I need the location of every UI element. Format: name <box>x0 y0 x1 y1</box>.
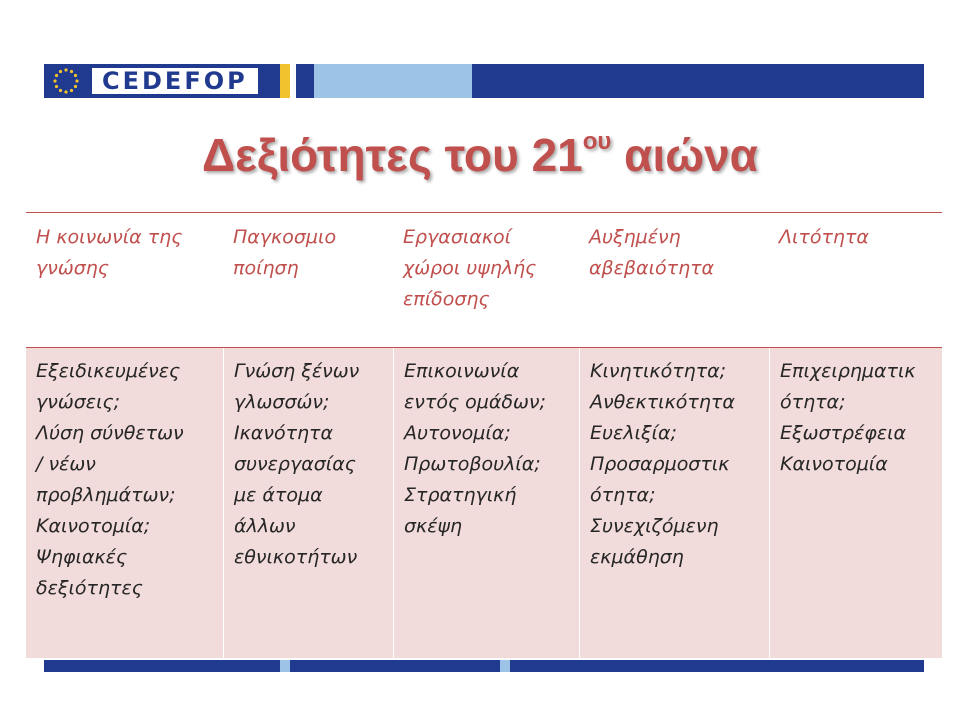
cell-line: Πρωτοβουλία; <box>404 453 541 475</box>
cell-line: Καινοτομία; <box>36 515 151 537</box>
page-title <box>0 128 960 182</box>
cedefop-logo <box>44 64 280 98</box>
footer-navy-segment <box>510 660 924 672</box>
cell-line: ότητα; <box>590 484 656 506</box>
body-cell <box>393 348 579 658</box>
footer-navy-segment <box>44 660 280 672</box>
footer-lightblue-stripe <box>500 660 510 672</box>
cell-line: Προσαρμοστικ <box>590 453 730 475</box>
cell-line: Καινοτομία <box>780 453 888 475</box>
cell-line: Ανθεκτικότητα <box>590 391 735 413</box>
title-main: Δεξιότητες του 21 <box>202 129 583 181</box>
cell-line: δεξιότητες <box>36 577 143 599</box>
banner-navy-stripe <box>296 64 314 98</box>
header-banner <box>44 64 924 98</box>
cell-line: Κινητικότητα; <box>590 360 727 382</box>
banner-lightblue-segment <box>314 64 472 98</box>
eu-flag-icon <box>44 64 88 98</box>
cell-line: γνώσεις; <box>36 391 121 413</box>
cell-line: εντός ομάδων; <box>404 391 546 413</box>
cell-line: / νέων <box>36 453 96 475</box>
cell-line: προβλημάτων; <box>36 484 176 506</box>
cell-line: άλλων <box>234 515 296 537</box>
logo-text: CEDEFOP <box>102 67 248 95</box>
banner-navy-segment <box>472 64 924 98</box>
footer-lightblue-stripe <box>280 660 290 672</box>
header-cell: Παγκοσμιο ποίηση <box>233 226 337 279</box>
cell-line: Εξωστρέφεια <box>780 422 907 444</box>
banner-gold-stripe <box>280 64 290 98</box>
cell-line: Αυτονομία; <box>404 422 511 444</box>
cell-line: γλωσσών; <box>234 391 330 413</box>
header-cell: Εργασιακοί χώροι υψηλής επίδοσης <box>403 226 537 310</box>
cell-line: Εξειδικευμένες <box>36 360 181 382</box>
footer-navy-segment <box>290 660 500 672</box>
cell-line: Συνεχιζόμενη <box>590 515 719 537</box>
cell-line: Γνώση ξένων <box>234 360 360 382</box>
title-end: αιώνα <box>611 129 758 181</box>
cell-line: με άτομα <box>234 484 323 506</box>
cell-line: Επικοινωνία <box>404 360 520 382</box>
cell-line: Στρατηγική <box>404 484 517 506</box>
header-cell: Αυξημένη αβεβαιότητα <box>589 226 715 279</box>
header-cell: Η κοινωνία της γνώσης <box>36 226 183 279</box>
cell-line: συνεργασίας <box>234 453 356 475</box>
cell-line: Ικανότητα <box>234 422 334 444</box>
cell-line: ότητα; <box>780 391 846 413</box>
cell-line: Ευελιξία; <box>590 422 677 444</box>
title-superscript: ου <box>582 128 612 155</box>
cell-line: σκέψη <box>404 515 463 537</box>
table-body-row <box>26 348 942 658</box>
cell-line: Ψηφιακές <box>36 546 128 568</box>
cell-line: Επιχειρηματικ <box>780 360 916 382</box>
footer-banner <box>44 660 924 672</box>
header-cell: Λιτότητα <box>779 226 869 248</box>
logo-text-box <box>92 68 258 94</box>
body-cell <box>769 348 942 658</box>
table-top-rule <box>26 212 942 213</box>
cell-line: Λύση σύνθετων <box>36 422 184 444</box>
body-cell <box>223 348 393 658</box>
cell-line: εκμάθηση <box>590 546 684 568</box>
body-cell <box>579 348 769 658</box>
body-cell <box>26 348 223 658</box>
table-header-row <box>26 214 942 348</box>
cell-line: εθνικοτήτων <box>234 546 358 568</box>
